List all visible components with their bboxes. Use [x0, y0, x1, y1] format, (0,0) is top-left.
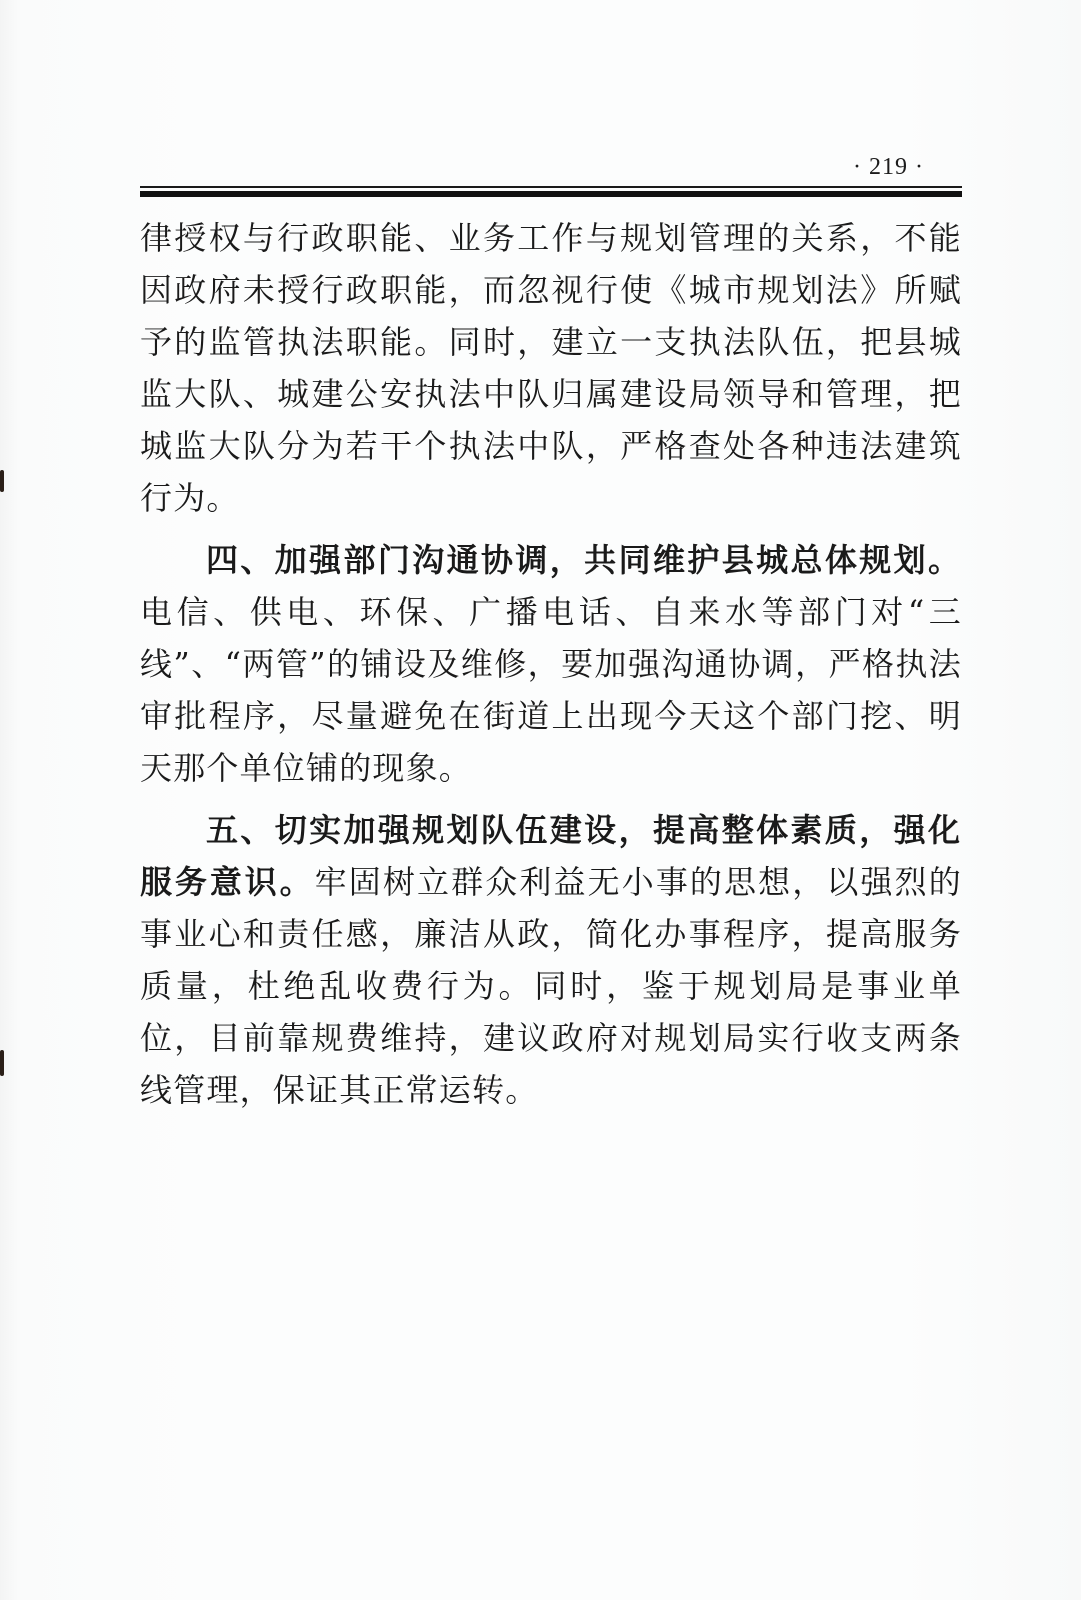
paragraph-text: 电信、供电、环保、广播电话、自来水等部门对“三线”、“两管”的铺设及维修，要加强沟通协调，严格执法审批程序，尽量避免在街道上出现今天这个部门挖、明天那个单位铺的现象。	[140, 593, 962, 787]
page-edge-mark	[0, 470, 4, 492]
paragraph-text: 牢固树立群众利益无小事的思想，以强烈的事业心和责任感，廉洁从政，简化办事程序，提高服务质量，杜绝乱收费行为。同时，鉴于规划局是事业单位，目前靠规费维持，建议政府对规划局实行收支两条线管理，保证其正常运转。	[140, 863, 962, 1109]
header-rule-thick	[140, 191, 962, 197]
header-rule-thin	[140, 186, 962, 188]
section-heading: 四、加强部门沟通协调，共同维护县城总体规划。	[206, 541, 962, 579]
section-heading: 五、切实加强规划队伍建设，提高整体素质，强化服务意识。	[140, 811, 962, 901]
page-header	[140, 150, 962, 202]
body-text	[140, 212, 962, 1116]
paragraph: 律授权与行政职能、业务工作与规划管理的关系，不能因政府未授行政职能，而忽视行使《城市规划法》所赋予的监管执法职能。同时，建立一支执法队伍，把县城监大队、城建公安执法中队归属建设局领导和管理，把城监大队分为若干个执法中队，严格查处各种违法建筑行为。	[140, 219, 962, 517]
page-number: · 219 ·	[853, 154, 924, 180]
paragraph	[140, 804, 962, 1116]
paragraph	[140, 534, 962, 794]
page-edge-mark	[0, 1050, 4, 1076]
